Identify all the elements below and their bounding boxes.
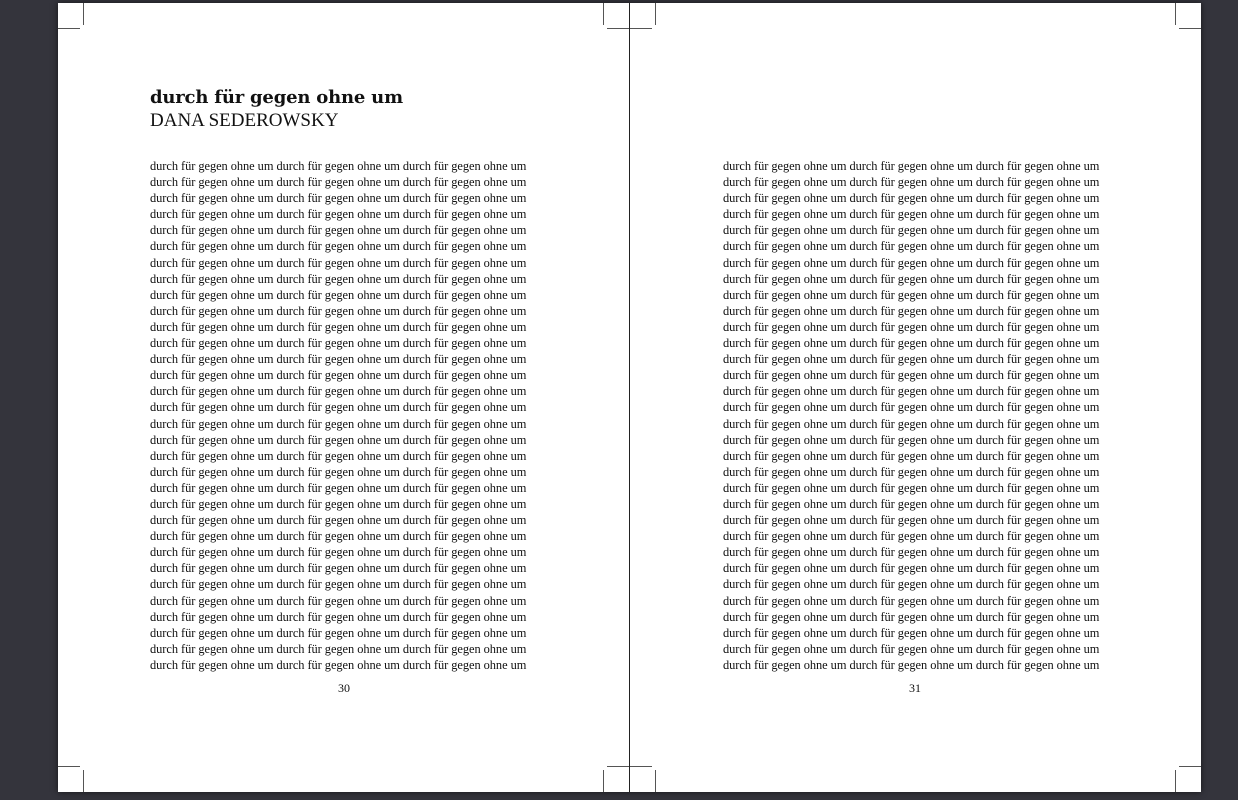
text-line: durch für gegen ohne um durch für gegen ohne um durch für gegen ohne um (723, 175, 1100, 190)
text-line: durch für gegen ohne um durch für gegen ohne um durch für gegen ohne um (150, 287, 527, 302)
text-line: durch für gegen ohne um durch für gegen ohne um durch für gegen ohne um (150, 336, 527, 351)
text-line: durch für gegen ohne um durch für gegen ohne um durch für gegen ohne um (150, 593, 527, 608)
text-line: durch für gegen ohne um durch für gegen ohne um durch für gegen ohne um (150, 384, 527, 399)
text-line: durch für gegen ohne um durch für gegen ohne um durch für gegen ohne um (723, 577, 1100, 592)
text-line: durch für gegen ohne um durch für gegen ohne um durch für gegen ohne um (723, 609, 1100, 624)
text-line: durch für gegen ohne um durch für gegen ohne um durch für gegen ohne um (150, 545, 527, 560)
text-line: durch für gegen ohne um durch für gegen ohne um durch für gegen ohne um (150, 577, 527, 592)
text-line: durch für gegen ohne um durch für gegen ohne um durch für gegen ohne um (150, 368, 527, 383)
text-line: durch für gegen ohne um durch für gegen ohne um durch für gegen ohne um (723, 529, 1100, 544)
text-line: durch für gegen ohne um durch für gegen ohne um durch für gegen ohne um (150, 271, 527, 286)
book-spread (58, 3, 1201, 792)
text-line: durch für gegen ohne um durch für gegen ohne um durch für gegen ohne um (723, 368, 1100, 383)
text-line: durch für gegen ohne um durch für gegen ohne um durch für gegen ohne um (723, 191, 1100, 206)
text-line: durch für gegen ohne um durch für gegen ohne um durch für gegen ohne um (150, 625, 527, 640)
crop-mark (1175, 3, 1176, 25)
text-line: durch für gegen ohne um durch für gegen ohne um durch für gegen ohne um (723, 657, 1100, 672)
crop-mark (1179, 766, 1201, 767)
text-line: durch für gegen ohne um durch für gegen ohne um durch für gegen ohne um (723, 593, 1100, 608)
text-line: durch für gegen ohne um durch für gegen ohne um durch für gegen ohne um (150, 480, 527, 495)
text-line: durch für gegen ohne um durch für gegen ohne um durch für gegen ohne um (150, 400, 527, 415)
text-line: durch für gegen ohne um durch für gegen ohne um durch für gegen ohne um (150, 159, 527, 173)
text-line: durch für gegen ohne um durch für gegen ohne um durch für gegen ohne um (150, 416, 527, 431)
crop-mark (83, 3, 84, 25)
text-line: durch für gegen ohne um durch für gegen ohne um durch für gegen ohne um (150, 319, 527, 334)
crop-mark (58, 766, 80, 767)
crop-mark (58, 28, 80, 29)
text-line: durch für gegen ohne um durch für gegen ohne um durch für gegen ohne um (150, 432, 527, 447)
text-line: durch für gegen ohne um durch für gegen ohne um durch für gegen ohne um (150, 352, 527, 367)
text-line: durch für gegen ohne um durch für gegen ohne um durch für gegen ohne um (723, 271, 1100, 286)
text-line: durch für gegen ohne um durch für gegen ohne um durch für gegen ohne um (150, 255, 527, 270)
text-line: durch für gegen ohne um durch für gegen ohne um durch für gegen ohne um (723, 625, 1100, 640)
text-line: durch für gegen ohne um durch für gegen ohne um durch für gegen ohne um (723, 545, 1100, 560)
text-line: durch für gegen ohne um durch für gegen ohne um durch für gegen ohne um (723, 159, 1100, 173)
text-line: durch für gegen ohne um durch für gegen ohne um durch für gegen ohne um (150, 303, 527, 318)
text-line: durch für gegen ohne um durch für gegen ohne um durch für gegen ohne um (723, 416, 1100, 431)
body-text (723, 158, 1123, 673)
text-line: durch für gegen ohne um durch für gegen ohne um durch für gegen ohne um (723, 641, 1100, 656)
crop-mark (655, 770, 656, 792)
crop-mark (1175, 770, 1176, 792)
page-number: 30 (338, 681, 350, 695)
crop-mark (655, 3, 656, 25)
crop-mark (1179, 28, 1201, 29)
text-line: durch für gegen ohne um durch für gegen ohne um durch für gegen ohne um (723, 336, 1100, 351)
text-line: durch für gegen ohne um durch für gegen ohne um durch für gegen ohne um (723, 480, 1100, 495)
text-line: durch für gegen ohne um durch für gegen ohne um durch für gegen ohne um (723, 400, 1100, 415)
text-line: durch für gegen ohne um durch für gegen ohne um durch für gegen ohne um (723, 448, 1100, 463)
text-line: durch für gegen ohne um durch für gegen ohne um durch für gegen ohne um (150, 191, 527, 206)
crop-mark (607, 766, 629, 767)
text-line: durch für gegen ohne um durch für gegen ohne um durch für gegen ohne um (723, 287, 1100, 302)
page-number: 31 (909, 681, 921, 695)
crop-mark (607, 28, 629, 29)
text-line: durch für gegen ohne um durch für gegen ohne um durch für gegen ohne um (150, 561, 527, 576)
text-line: durch für gegen ohne um durch für gegen ohne um durch für gegen ohne um (723, 207, 1100, 222)
text-line: durch für gegen ohne um durch für gegen ohne um durch für gegen ohne um (150, 223, 527, 238)
text-line: durch für gegen ohne um durch für gegen ohne um durch für gegen ohne um (150, 175, 527, 190)
text-line: durch für gegen ohne um durch für gegen ohne um durch für gegen ohne um (723, 303, 1100, 318)
text-line: durch für gegen ohne um durch für gegen ohne um durch für gegen ohne um (150, 239, 527, 254)
left-page (58, 3, 629, 792)
body-text (150, 158, 550, 673)
text-line: durch für gegen ohne um durch für gegen ohne um durch für gegen ohne um (723, 464, 1100, 479)
crop-mark (83, 770, 84, 792)
text-line: durch für gegen ohne um durch für gegen ohne um durch für gegen ohne um (723, 239, 1100, 254)
chapter-heading (150, 87, 403, 133)
crop-mark (603, 770, 604, 792)
text-line: durch für gegen ohne um durch für gegen ohne um durch für gegen ohne um (150, 448, 527, 463)
text-line: durch für gegen ohne um durch für gegen ohne um durch für gegen ohne um (150, 641, 527, 656)
text-line: durch für gegen ohne um durch für gegen ohne um durch für gegen ohne um (723, 513, 1100, 528)
text-line: durch für gegen ohne um durch für gegen ohne um durch für gegen ohne um (723, 319, 1100, 334)
text-line: durch für gegen ohne um durch für gegen ohne um durch für gegen ohne um (723, 561, 1100, 576)
crop-mark (630, 766, 652, 767)
crop-mark (603, 3, 604, 25)
text-line: durch für gegen ohne um durch für gegen ohne um durch für gegen ohne um (150, 464, 527, 479)
chapter-author: DANA SEDEROWSKY (150, 110, 339, 131)
text-line: durch für gegen ohne um durch für gegen ohne um durch für gegen ohne um (150, 609, 527, 624)
text-line: durch für gegen ohne um durch für gegen ohne um durch für gegen ohne um (723, 496, 1100, 511)
crop-mark (630, 28, 652, 29)
chapter-title: durch für gegen ohne um (150, 87, 403, 108)
text-line: durch für gegen ohne um durch für gegen ohne um durch für gegen ohne um (723, 352, 1100, 367)
text-line: durch für gegen ohne um durch für gegen ohne um durch für gegen ohne um (150, 657, 527, 672)
text-line: durch für gegen ohne um durch für gegen ohne um durch für gegen ohne um (150, 207, 527, 222)
text-line: durch für gegen ohne um durch für gegen ohne um durch für gegen ohne um (150, 513, 527, 528)
text-line: durch für gegen ohne um durch für gegen ohne um durch für gegen ohne um (723, 223, 1100, 238)
text-line: durch für gegen ohne um durch für gegen ohne um durch für gegen ohne um (723, 432, 1100, 447)
text-line: durch für gegen ohne um durch für gegen ohne um durch für gegen ohne um (723, 384, 1100, 399)
text-line: durch für gegen ohne um durch für gegen ohne um durch für gegen ohne um (723, 255, 1100, 270)
text-line: durch für gegen ohne um durch für gegen ohne um durch für gegen ohne um (150, 496, 527, 511)
right-page (630, 3, 1201, 792)
text-line: durch für gegen ohne um durch für gegen ohne um durch für gegen ohne um (150, 529, 527, 544)
